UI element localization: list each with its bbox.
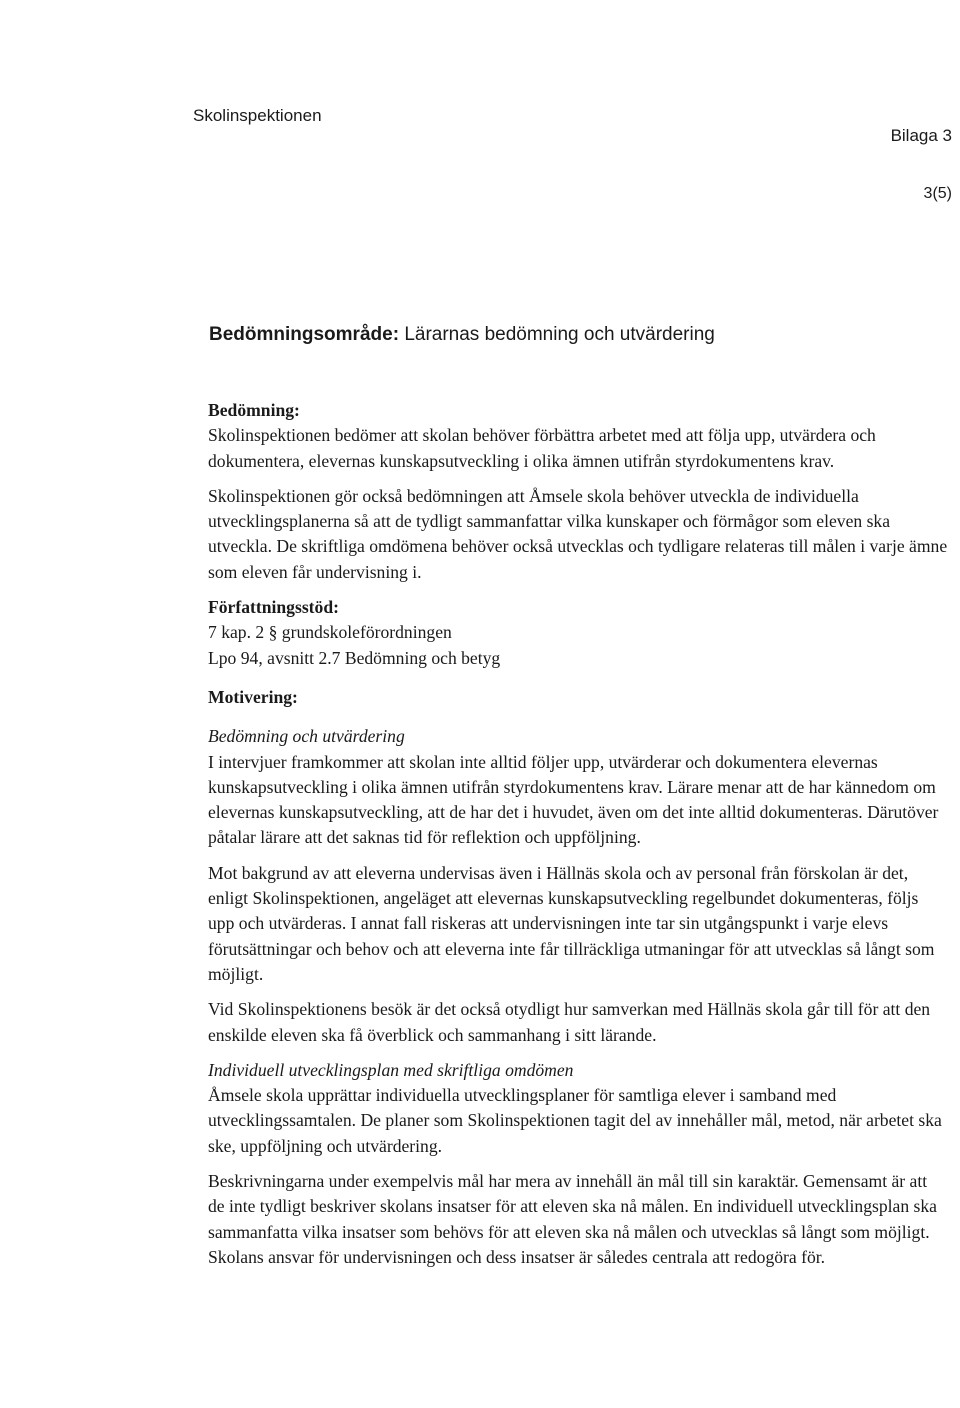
organization-name: Skolinspektionen [193,106,322,125]
legal-heading: Författningsstöd: [208,597,339,618]
assessment-heading: Bedömning: [208,400,300,420]
legal-ref: 7 kap. 2 § grundskoleförordningen [208,622,452,643]
motivation-subheading: Bedömning och utvärdering [208,726,405,747]
motivation-heading: Motivering: [208,686,298,707]
motivation-paragraph: Vid Skolinspektionens besök är det också otydligt hur samverkan med Hällnäs skola går till för att den enskilde eleven ska få överblick och sammanhang i sitt lärande. [208,999,931,1045]
page-number: 3(5) [923,185,952,202]
motivation-paragraph: Åmsele skola upprättar individuella utvecklingsplaner för samtliga elever i samband med utvecklingssamtalen. De planer som Skolinspektionen tagit del av innehåller mål, metod, när arbetet ska ske, uppföljning och utvärdering. [208,1085,942,1156]
motivation-paragraph: I intervjuer framkommer att skolan inte alltid följer upp, utvärderar och dokumentera elevernas kunskapsutveckling i olika ämnen utifrån styrdokumentens krav. Lärare menar att de har kännedom om elevernas kunskapsutveckling, att de har det i huvudet, även om det inte alltid dokumenteras. Därutöver påtalar lärare att det saknas tid för reflektion och uppföljning. [208,751,939,848]
appendix-label: Bilaga 3 [890,126,952,145]
motivation-subheading: Individuell utvecklingsplan med skriftliga omdömen [208,1059,574,1080]
motivation-paragraph: Mot bakgrund av att eleverna undervisas även i Hällnäs skola och av personal från förskolan är det, enligt Skolinspektionen, angeläget att elevernas kunskapsutveckling regelbundet dokumenteras, följs upp och utvärderas. I annat fall riskeras att undervisningen inte tar sin utgångspunkt i varje elevs förutsättningar och behov och att eleverna inte får tillräckliga utmaningar för att utvecklas så långt som möjligt. [208,862,935,984]
assessment-paragraph: Skolinspektionen gör också bedömningen att Åmsele skola behöver utveckla de individuella utvecklingsplanerna så att de tydligt sammanfattar vilka kunskaper och förmågor som eleven ska utveckla. De skriftliga omdömena behöver också utvecklas och tydligare relateras till målen i varje ämne som eleven får undervisning i. [208,485,948,582]
motivation-paragraph: Beskrivningarna under exempelvis mål har mera av innehåll än mål till sin karaktär. Gemensamt är att de inte tydligt beskriver skolans insatser för att eleven ska nå målen. En individuell utvecklingsplan ska sammanfatta vilka insatser som behövs för att eleven ska nå målen och utvecklas så långt som möjligt. Skolans ansvar för undervisningen och dess insatser är således centrala att redogöra för. [208,1171,937,1267]
assessment-paragraph: Skolinspektionen bedömer att skolan behöver förbättra arbetet med att följa upp, utvärdera och dokumentera, elevernas kunskapsutveckling i olika ämnen utifrån styrdokumentens krav. [208,425,876,471]
area-label: Bedömningsområde: [209,324,400,345]
document-body [208,398,948,1270]
legal-ref: Lpo 94, avsnitt 2.7 Bedömning och betyg [208,647,501,668]
area-heading [209,324,715,346]
area-title: Lärarnas bedömning och utvärdering [404,324,715,345]
